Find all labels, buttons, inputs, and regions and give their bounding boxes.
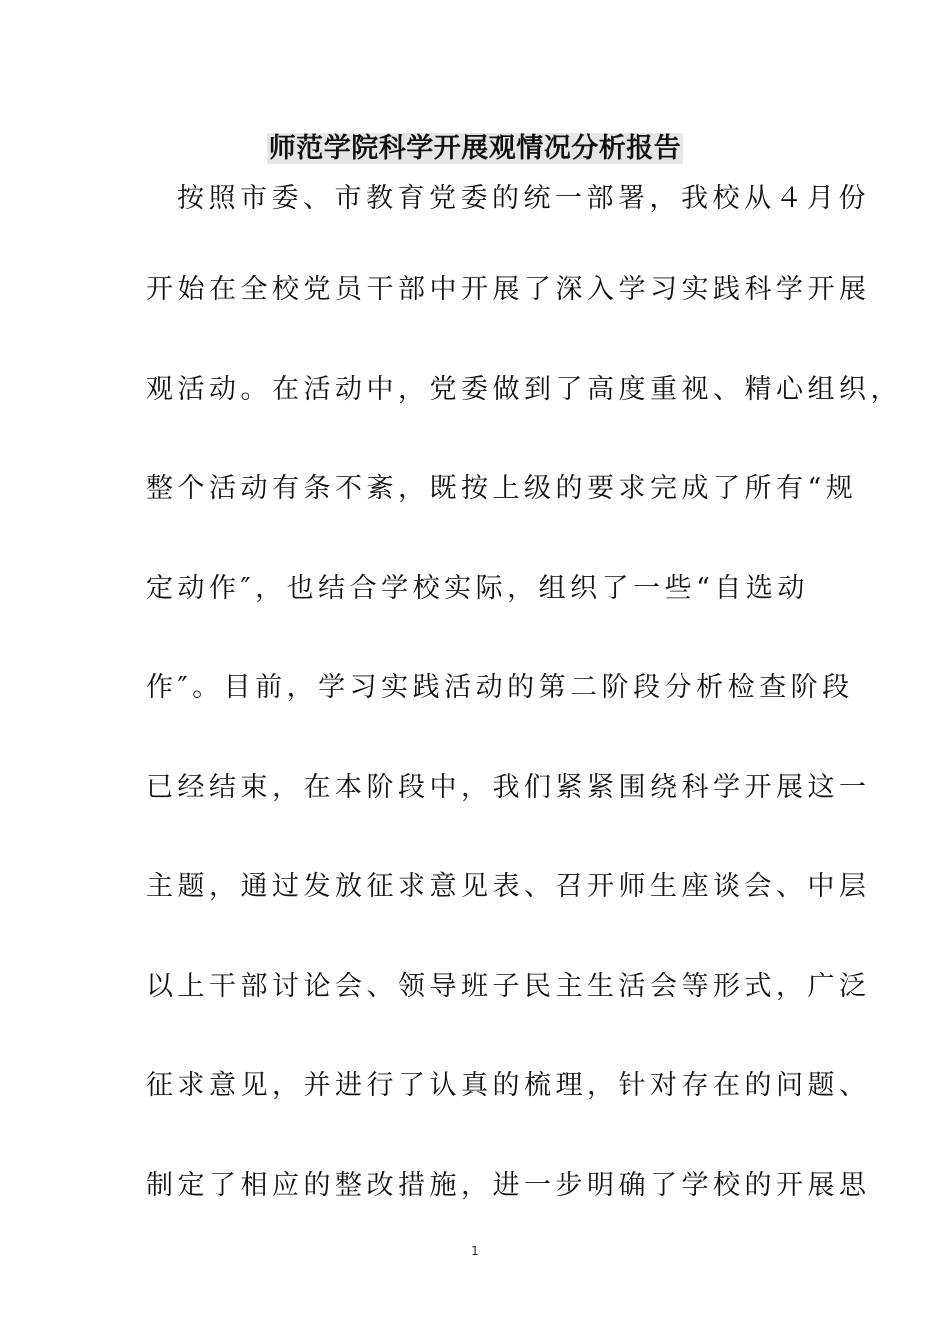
body-line: 以上干部讨论会、领导班子民主生活会等形式，广泛	[146, 970, 871, 1002]
document-body	[146, 178, 902, 1235]
body-line: 定动作″，也结合学校实际，组织了一些“自选动	[146, 572, 809, 604]
body-line: 主题，通过发放征求意见表、召开师生座谈会、中层	[146, 871, 871, 902]
body-line: 已经结束，在本阶段中，我们紧紧围绕科学开展这一	[146, 771, 871, 803]
body-line: 按照市委、市教育党委的统一部署，我校从４月份	[177, 183, 870, 214]
document-title	[0, 126, 950, 172]
body-line: 作″。目前，学习实践活动的第二阶段分析检查阶段	[146, 672, 854, 703]
body-line: 征求意见，并进行了认真的梳理，针对存在的问题、	[146, 1070, 871, 1101]
page-number: 1	[471, 1244, 479, 1258]
body-line: 观活动。在活动中，党委做到了高度重视、精心组织，	[146, 373, 902, 405]
document-title-text: 师范学院科学开展观情况分析报告	[268, 133, 682, 164]
body-line: 整个活动有条不紊，既按上级的要求完成了所有“规	[146, 473, 858, 504]
body-line: 开始在全校党员干部中开展了深入学习实践科学开展	[146, 274, 871, 305]
body-line: 制定了相应的整改措施，进一步明确了学校的开展思	[146, 1169, 871, 1201]
